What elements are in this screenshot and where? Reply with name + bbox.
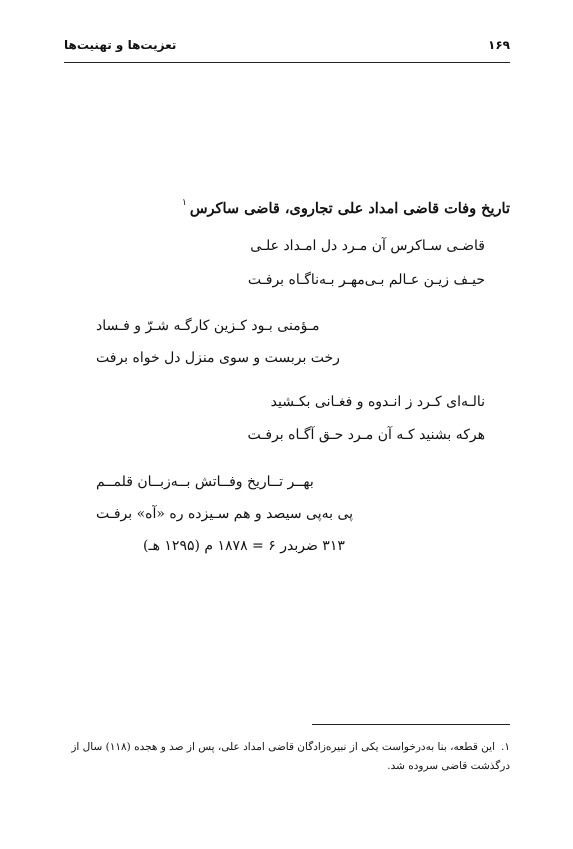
verse-line: قاضـی سـاکرس آن مـرد دل امـداد علـی [250,238,485,254]
footnote-number: ۱. [501,741,510,753]
verse-line: هرکه بشنید کـه آن مـرد حـق آگـاه برفـت [247,427,485,443]
footnote-reference: ۱ [182,198,187,208]
page-number: ۱۶۹ [488,38,510,52]
verse-line: بهــر تــاریخ وفــاتش بــه‌زبــان قلمــم [96,474,314,490]
footnote-divider [312,724,510,725]
verse-line: پی به‌پی سیصد و هم سـیزده ره «آه» برفـت [96,506,354,522]
header-divider [64,62,510,63]
footnote-text: این قطعه، بنا به‌درخواست یکی از نبیره‌زادگان قاضی امداد علی، پس از صد و هجده (۱۱۸) سال از درگذشت قاضی سروده شد. [71,741,510,772]
running-title: تعزیت‌ها و تهنیت‌ها [64,38,177,52]
verse-line: نالـه‌ای کـرد ز انـدوه و فغـانی بکـشید [270,394,485,410]
footnote [64,738,510,776]
verse-line: حیـف زیـن عـالم بـی‌مهـر بـه‌ناگـاه برفـت [247,272,485,288]
date-calculation: ۳۱۳ ضربدر ۶ = ۱۸۷۸ م (۱۲۹۵ هـ) [143,538,345,554]
verse-line: رخت بربست و سوی منزل دل خواه برفت [96,350,340,366]
poem-title [182,198,510,217]
header-bar [64,38,510,58]
verse-line: مـؤمنی بـود کـزین کارگـه شـرّ و فـساد [96,318,320,334]
poem-title-text: تاریخ وفات قاضی امداد علی تجاروی، قاضی ساکرس [189,200,510,217]
